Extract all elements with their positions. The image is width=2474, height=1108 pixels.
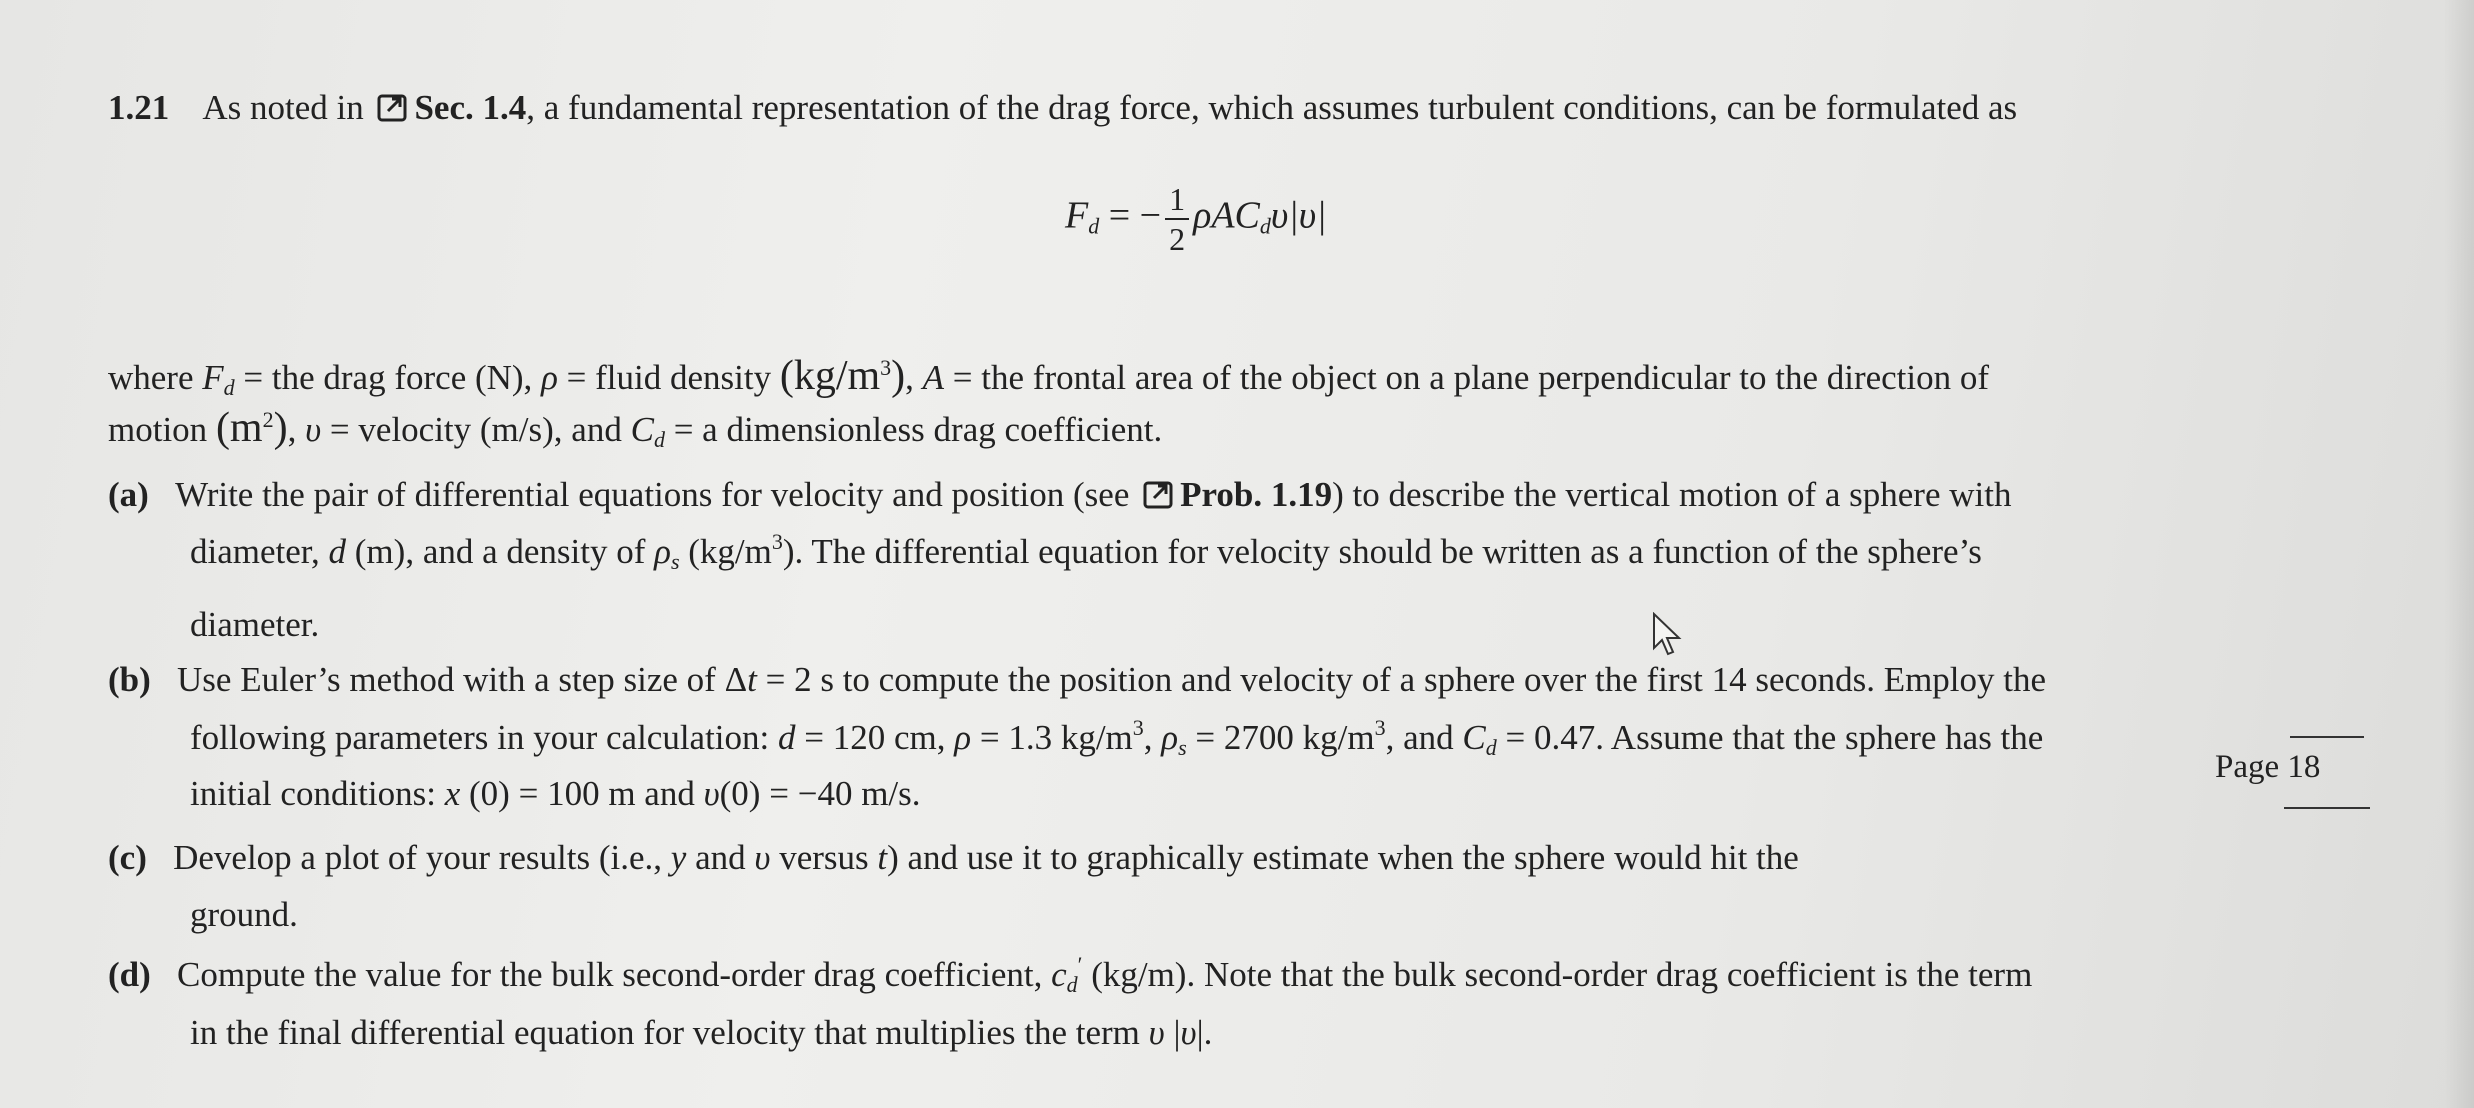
one-half-fraction: $\frac{1}{2}$	[1165, 180, 1189, 258]
part-a-label: (a)	[108, 475, 149, 514]
part-a-line-2: diameter, d (m), and a density of $\rho_s$ $(kg/m^3)$. The differential equation for velocity should be written as a function of the sphere’s	[190, 529, 1982, 574]
external-link-icon[interactable]	[1142, 478, 1176, 519]
part-d-label: (d)	[108, 955, 151, 994]
part-d-line-2: in the final differential equation for velocity that multiplies the term υ |υ|.	[190, 1013, 1213, 1052]
part-c-label: (c)	[108, 838, 147, 877]
intro-text: As noted in	[202, 88, 364, 127]
page-marker-rule-bottom	[2284, 807, 2370, 809]
sec-1-4-link[interactable]: Sec. 1.4	[414, 88, 527, 127]
part-c-line-1: (c) Develop a plot of your results (i.e., y and υ versus t) and use it to graphically estimate when the sphere would hit the	[108, 838, 1799, 877]
definitions-line-1: where $F_d$ = the drag force (N), ρ = fluid density $(kg/m^3)$, A = the frontal area of the object on a plane perpendicular to the direction of	[108, 353, 1990, 400]
part-c-line-2: ground.	[190, 895, 298, 934]
problem-number: 1.21	[108, 88, 170, 127]
part-b-line-2: following parameters in your calculation: d = 120 cm, ρ = 1.3 $kg/m^3$, $\rho_s = 2700$ $kg/m^3$, and $C_d = 0.47$. Assume that the sphere has the	[190, 715, 2044, 760]
intro-text-continued: , a fundamental representation of the drag force, which assumes turbulent conditions, can be formulated as	[526, 88, 2018, 127]
external-link-icon[interactable]	[376, 91, 410, 132]
part-d-line-1: (d) Compute the value for the bulk second-order drag coefficient, $c_d'$ (kg/m). Note that the bulk second-order drag coefficient is the term	[108, 952, 2033, 997]
part-b-label: (b)	[108, 660, 151, 699]
page-marker-rule-top	[2290, 736, 2364, 738]
problem-intro-line	[108, 88, 2017, 132]
part-a-line-3: diameter.	[190, 605, 320, 644]
drag-force-formula: $F_d$ = − $\frac{1}{2}$ ρAC$_d$υ|υ|	[1065, 181, 1327, 257]
page-edge-shadow	[2444, 0, 2474, 1108]
prob-1-19-link[interactable]: Prob. 1.19	[1180, 475, 1333, 514]
part-b-line-1: (b) Use Euler’s method with a step size of Δt = 2 s to compute the position and velocity of a sphere over the first 14 seconds. Employ the	[108, 660, 2047, 699]
definitions-line-2: motion $(m^2)$, υ = velocity (m/s), and $C_d = a$ dimensionless drag coefficient.	[108, 405, 1163, 452]
part-a-line-1: (a) Write the pair of differential equations for velocity and position (see Prob. 1.19) to describe the vertical motion of a sphere with	[108, 475, 2011, 519]
mouse-cursor-icon	[1651, 612, 1685, 663]
page-marker: Page 18	[2215, 749, 2321, 785]
part-b-line-3: initial conditions: x (0) = 100 m and υ(0) = −40 m/s.	[190, 774, 921, 813]
